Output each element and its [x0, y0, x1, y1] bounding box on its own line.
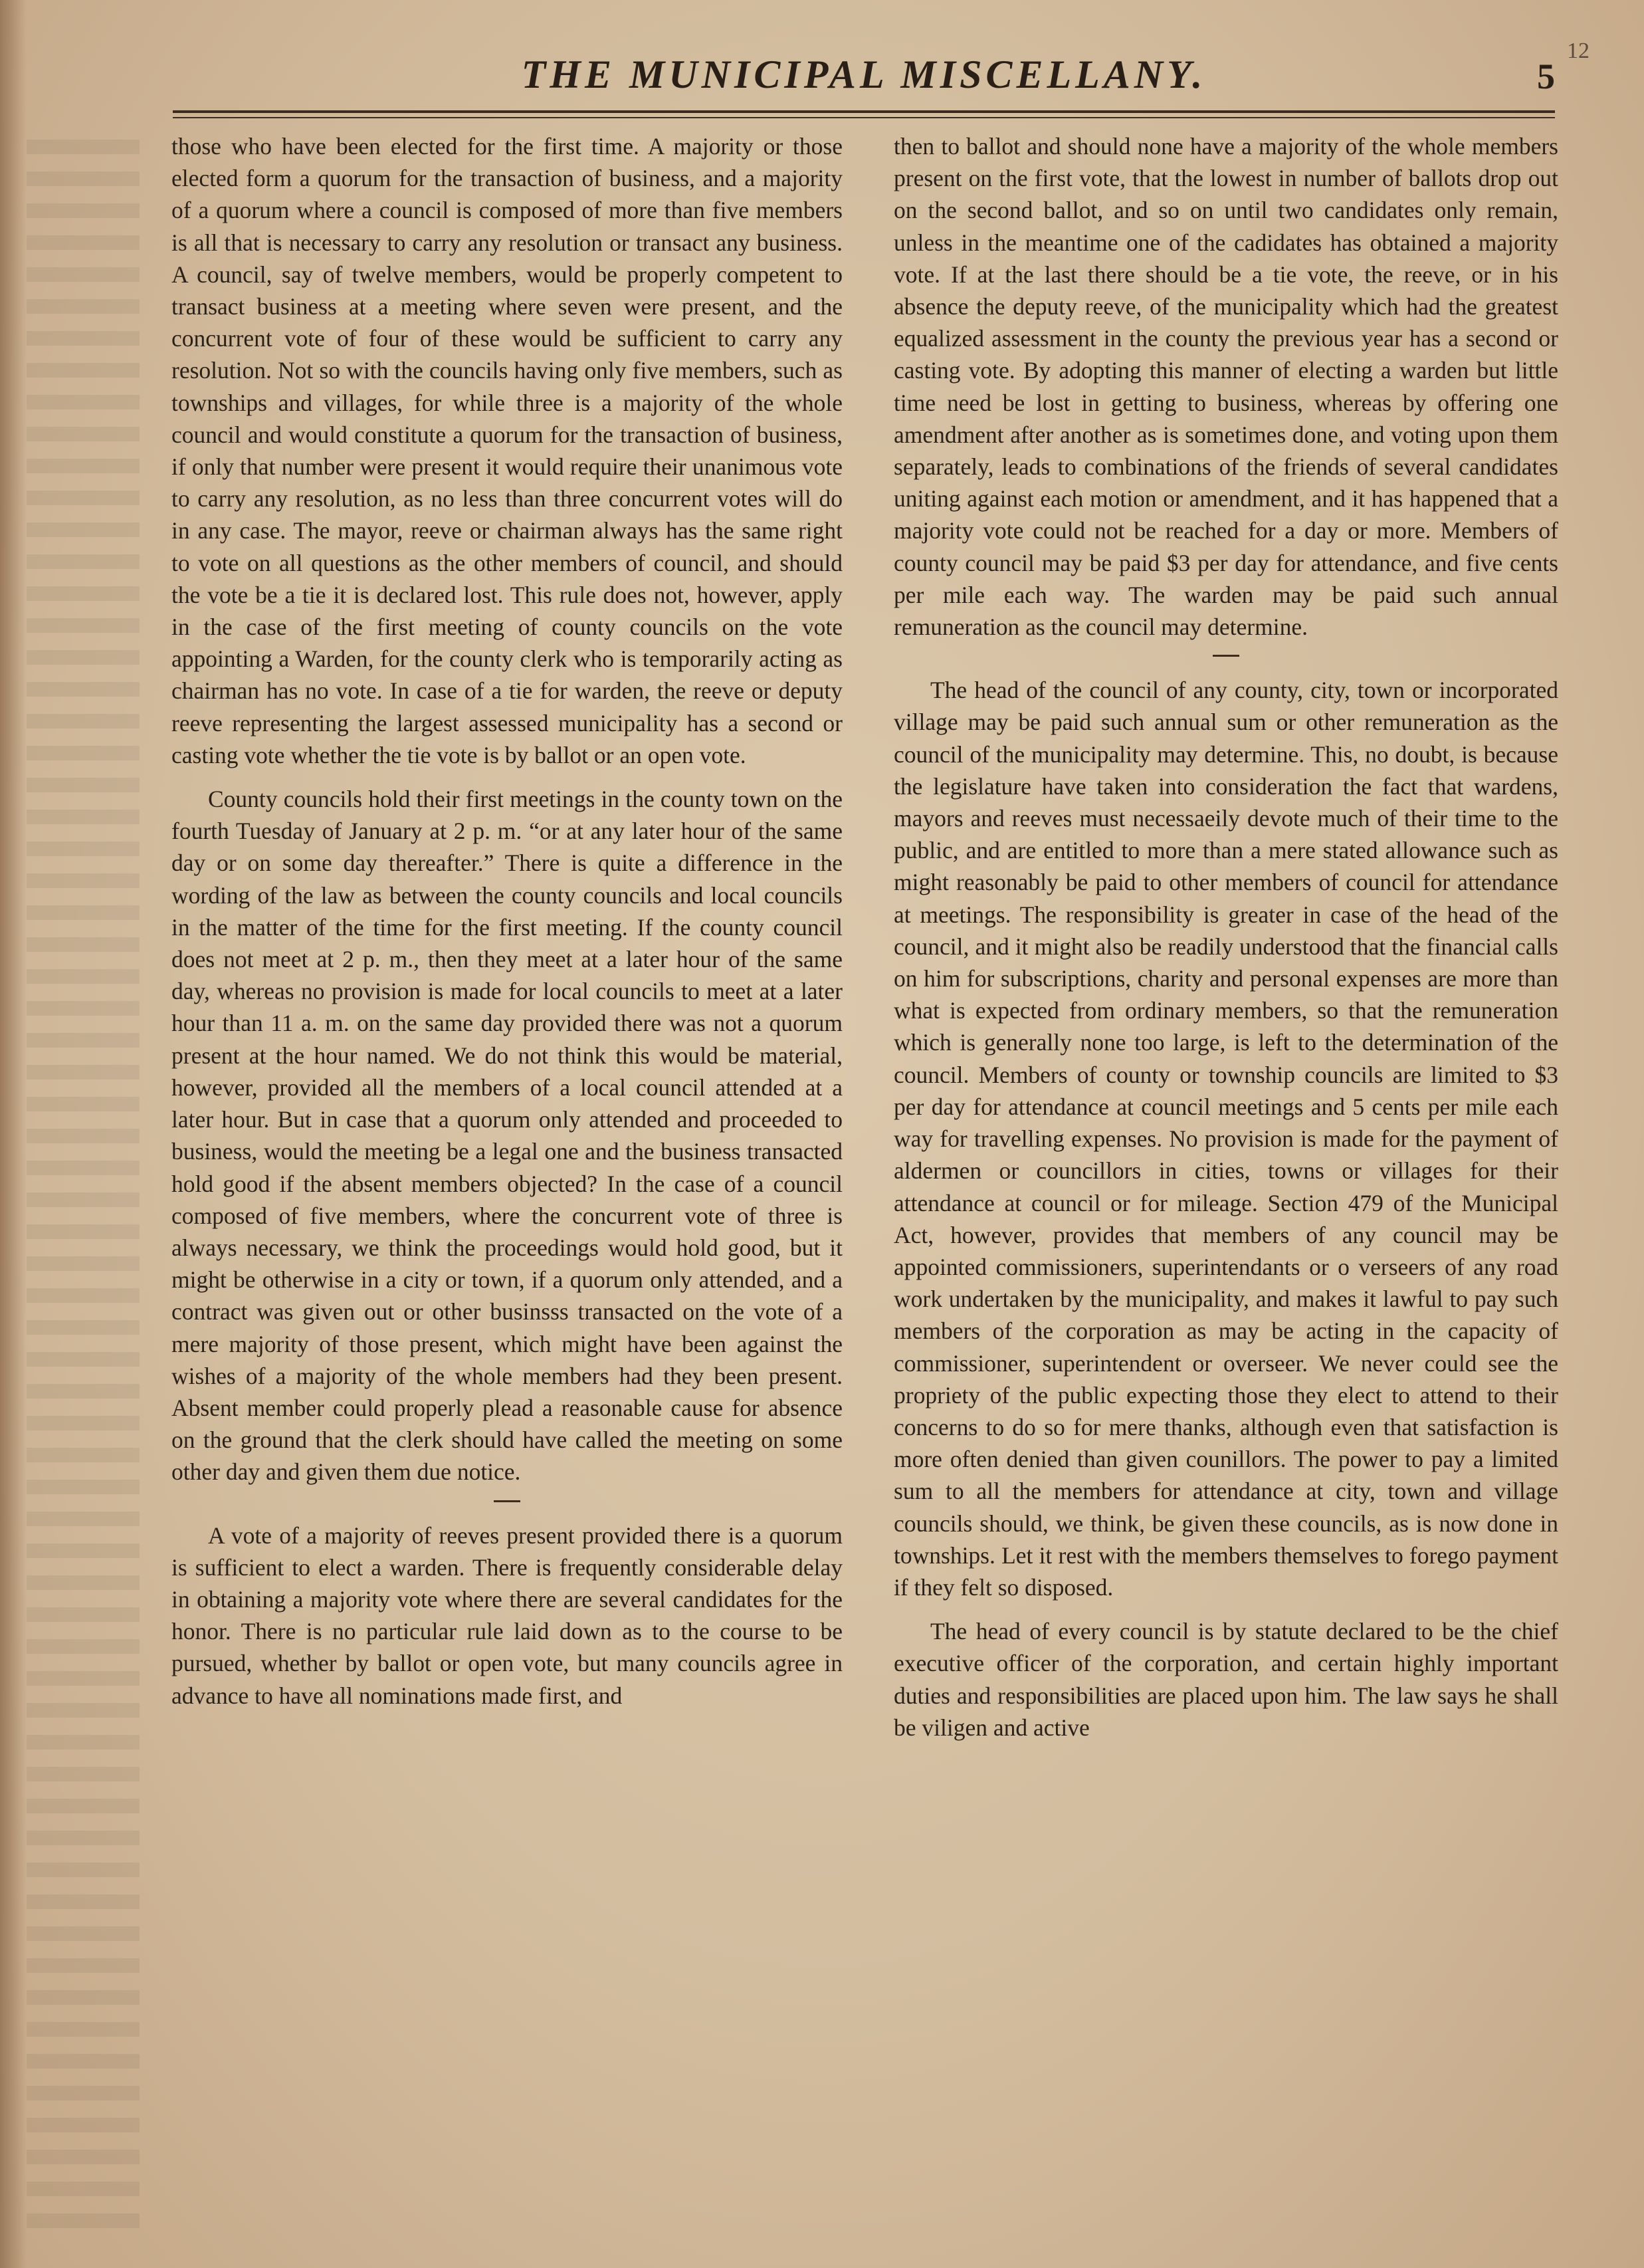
- page-number-text: 5: [1537, 57, 1555, 96]
- section-divider: [494, 1500, 520, 1502]
- paragraph: A vote of a majority of reeves present provided there is a quorum is sufficient to elect a warden. There is frequently considerable delay in obtaining a majority vote where there are several candidates for the honor. There is no particular rule laid down as to the course to be pursued, whether by ballot or open vote, but many councils agree in advance to have all nominations made first, and: [171, 1522, 843, 1709]
- page-number: [1537, 56, 1555, 97]
- paragraph: The head of every council is by statute declared to be the chief executive officer of the corporation, and certain highly important duties and responsibilities are placed upon him. The law says he shall be viligen and active: [894, 1618, 1558, 1741]
- header-rule-thick: [173, 110, 1555, 113]
- page-edge-shadow: [0, 0, 27, 2268]
- left-column: [171, 130, 843, 1724]
- paragraph: then to ballot and should none have a majority of the whole members present on the first vote, that the lowest in number of ballots drop out on the second ballot, and so on until two candidates only remain, unless in the meantime one of the cadidates has obtained a majority vote. If at the last there should be a tie vote, the reeve, or in his absence the deputy reeve, of the municipality which had the greatest equalized assessment in the county the previous year has a second or casting vote. By adopting this manner of electing a warden but little time need be lost in getting to business, whereas by offering one amendment after another as is sometimes done, and voting upon them separately, leads to combinations of the friends of several candidates uniting against each motion or amendment, and it has happened that a majority vote could not be reached for a day or more. Members of county council may be paid $3 per day for attendance, and five cents per mile each way. The warden may be paid such annual remuneration as the council may determine.: [894, 133, 1558, 641]
- paragraph: County councils hold their first meetings in the county town on the fourth Tuesday of January at 2 p. m. “or at any later hour of the same day or on some day thereafter.” There is quite a difference in the wording of the law as between the county councils and local councils in the matter of the time for the first meeting. If the county council does not meet at 2 p. m., then they meet at a later hour of the same day, whereas no provision is made for local councils to meet at a later hour than 11 a. m. on the same day provided there was not a quorum present at the hour named. We do not think this would be material, however, provided all the members of a local council attended at a later hour. But in case that a quorum only attended and proceeded to business, would the meeting be a legal one and the business transacted hold good if the absent members objected? In the case of a council composed of five members, where the concurrent vote of three is always necessary, we think the proceedings would hold good, but it might be otherwise in a city or town, if a quorum only attended, and a contract was given out or other businsss transacted on the vote of a mere majority of those present, which might have been against the wishes of a majority of the whole members had they been present. Absent member could properly plead a reasonable cause for absence on the ground that the clerk should have called the meeting on some other day and given them due notice.: [171, 786, 843, 1486]
- bleed-through-text: [27, 140, 140, 2233]
- section-divider: [1213, 655, 1239, 657]
- running-title: THE MUNICIPAL MISCELLANY.: [521, 53, 1207, 96]
- header-rule-thin: [173, 117, 1555, 118]
- pencil-annotation: 12: [1567, 39, 1590, 63]
- page-header: [173, 39, 1590, 126]
- paragraph: those who have been elected for the first time. A majority or those elected form a quorum for the transaction of business, and a majority of a quorum where a council is composed of more than five members is all that is necessary to carry any resolution or transact any business. A council, say of twelve members, would be properly competent to transact business at a meeting where seven were present, and the concurrent vote of four of these would be sufficient to carry any resolution. Not so with the councils having only five members, such as townships and villages, for while three is a majority of the whole council and would constitute a quorum for the transaction of business, if only that number were present it would require their unanimous vote to carry any resolution, as no less than three concurrent votes will do in any case. The mayor, reeve or chairman always has the same right to vote on all questions as the other members of council, and should the vote be a tie it is declared lost. This rule does not, however, apply in the case of the first meeting of county councils on the vote appointing a Warden, for the county clerk who is temporarily acting as chairman has no vote. In case of a tie for warden, the reeve or deputy reeve representing the largest assessed municipality has a second or casting vote whether the tie vote is by ballot or an open vote.: [171, 133, 843, 768]
- paragraph: The head of the council of any county, city, town or incorporated village may be paid such annual sum or other remuneration as the council of the municipality may determine. This, no doubt, is because the legislature have taken into consideration the fact that wardens, mayors and reeves must necessaeily devote much of their time to the public, and are entitled to more than a mere stated allowance such as might reasonably be paid to other members of council for attendance at meetings. The responsibility is greater in case of the head of the council, and it might also be readily understood that the financial calls on him for subscriptions, charity and personal expenses are more than what is expected from ordinary members, so that the remuneration which is generally none too large, is left to the determination of the council. Members of county or township councils are limited to $3 per day for attendance at council meetings and 5 cents per mile each way for travelling expenses. No provision is made for the payment of aldermen or councillors in cities, towns or villages for their attendance at council or for mileage. Section 479 of the Municipal Act, however, provides that members of any council may be appointed commissioners, superintendants or o verseers of any road work undertaken by the municipality, and makes it lawful to pay such members of the corporation as may be acting in the capacity of commissioner, superintendent or overseer. We never could see the propriety of the public expecting those they elect to attend to their concerns to do so for mere thanks, although even that satisfaction is more often denied than given counillors. The power to pay a limited sum to all the members for attendance at city, town and village councils should, we think, be given these councils, as is now done in townships. Let it rest with the members themselves to forego payment if they felt so disposed.: [894, 677, 1558, 1601]
- right-column: [894, 130, 1558, 1756]
